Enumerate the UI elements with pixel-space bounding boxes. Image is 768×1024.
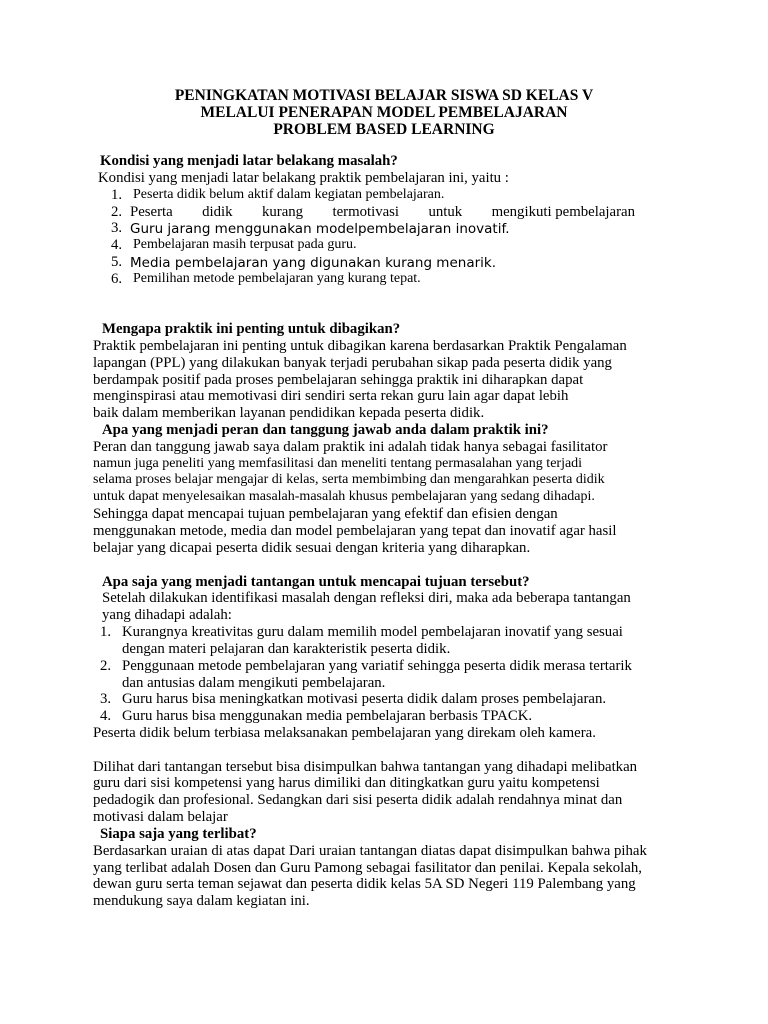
list-item: Guru jarang menggunakan modelpembelajaran inovatif. (130, 221, 510, 237)
list-item: dengan materi pelajaran dan karakteristik peserta didik. (122, 641, 451, 657)
list-item: Guru harus bisa menggunakan media pembelajaran berbasis TPACK. (122, 708, 533, 724)
section2-heading: Mengapa praktik ini penting untuk dibagikan? (102, 321, 401, 337)
paragraph-line: namun juga peneliti yang memfasilitasi dan meneliti tentang permasalahan yang terjadi (93, 456, 583, 471)
paragraph-line: lapangan (PPL) yang dilakukan banyak terjadi perubahan sikap pada peserta didik yang (93, 355, 612, 371)
paragraph-line: yang terlibat adalah Dosen dan Guru Pamong sebagai fasilitator dan penilai. Kepala sekolah, (93, 860, 642, 876)
paragraph-line: selama proses belajar mengajar di kelas, serta membimbing dan mengarahkan peserta didik (93, 472, 605, 487)
list-item: Kurangnya kreativitas guru dalam memilih model pembelajaran inovatif yang sesuai (122, 624, 623, 640)
paragraph-line: untuk dapat menyelesaikan masalah-masalah khusus pembelajaran yang sedang dihadapi. (93, 489, 595, 504)
list-number: 1. (111, 187, 123, 203)
list-number: 5. (111, 254, 123, 270)
list-number: 1. (100, 624, 112, 640)
paragraph-line: Berdasarkan uraian di atas dapat Dari uraian tantangan diatas dapat disimpulkan bahwa pihak (93, 843, 647, 859)
list-item: Pemilihan metode pembelajaran yang kurang tepat. (133, 271, 421, 286)
paragraph-line: berdampak positif pada proses pembelajaran sehingga praktik ini diharapkan dapat (93, 372, 584, 388)
list-item (130, 204, 635, 221)
paragraph-line: Peran dan tanggung jawab saya dalam praktik ini adalah tidak hanya sebagai fasilitator (93, 439, 608, 455)
section5-heading: Siapa saja yang terlibat? (100, 826, 257, 842)
list-number: 2. (111, 204, 123, 220)
paragraph-line: baik dalam memberikan layanan pendidikan kepada peserta didik. (93, 405, 485, 421)
section4-heading: Apa saja yang menjadi tantangan untuk mencapai tujuan tersebut? (102, 574, 530, 590)
paragraph-line: mendukung saya dalam kegiatan ini. (93, 893, 310, 909)
paragraph-line: dewan guru serta teman sejawat dan peserta didik kelas 5A SD Negeri 119 Palembang yang (93, 876, 636, 892)
paragraph-line: Praktik pembelajaran ini penting untuk dibagikan karena berdasarkan Praktik Pengalaman (93, 338, 627, 354)
paragraph-line: menginspirasi atau memotivasi diri sendiri serta rekan guru lain agar dapat lebih (93, 388, 569, 404)
word: untuk (428, 204, 463, 220)
title-line-3: PROBLEM BASED LEARNING (273, 121, 495, 138)
list-number: 4. (100, 708, 112, 724)
section3-heading: Apa yang menjadi peran dan tanggung jawab anda dalam praktik ini? (102, 422, 549, 438)
list-item: Penggunaan metode pembelajaran yang variatif sehingga peserta didik merasa tertarik (122, 658, 632, 674)
paragraph-line: Dilihat dari tantangan tersebut bisa disimpulkan bahwa tantangan yang dihadapi melibatkan (93, 759, 638, 775)
word: didik (202, 204, 233, 220)
list-item: Guru harus bisa meningkatkan motivasi peserta didik dalam proses pembelajaran. (122, 691, 607, 707)
paragraph-line: Setelah dilakukan identifikasi masalah dengan refleksi diri, maka ada beberapa tantangan (102, 590, 631, 606)
paragraph-line: Peserta didik belum terbiasa melaksanakan pembelajaran yang direkam oleh kamera. (93, 725, 596, 741)
word: Peserta (130, 204, 173, 220)
word: termotivasi (332, 204, 400, 220)
list-item: Media pembelajaran yang digunakan kurang menarik. (130, 255, 497, 271)
paragraph-line: belajar yang dicapai peserta didik sesuai dengan kriteria yang diharapkan. (93, 540, 531, 556)
list-item: Peserta didik belum aktif dalam kegiatan pembelajaran. (133, 187, 445, 202)
list-item: dan antusias dalam mengikuti pembelajaran. (122, 675, 386, 691)
word: kurang (261, 204, 304, 220)
list-number: 2. (100, 658, 112, 674)
title-line-2: MELALUI PENERAPAN MODEL PEMBELAJARAN (200, 104, 568, 121)
paragraph-line: yang dihadapi adalah: (102, 607, 232, 623)
paragraph-line: motivasi dalam belajar (93, 809, 228, 825)
paragraph-line: pedadogik dan profesional. Sedangkan dari sisi peserta didik adalah rendahnya minat dan (93, 792, 623, 808)
list-number: 6. (111, 271, 123, 287)
list-number: 3. (100, 691, 112, 707)
paragraph-line: Sehingga dapat mencapai tujuan pembelajaran yang efektif dan efisien dengan (93, 506, 558, 522)
list-number: 4. (111, 237, 123, 253)
word: mengikuti pembelajaran (491, 204, 635, 220)
list-number: 3. (111, 220, 123, 236)
paragraph-line: menggunakan metode, media dan model pembelajaran yang tepat dan inovatif agar hasil (93, 523, 617, 539)
paragraph-line: guru dari sisi kompetensi yang harus dimiliki dan ditingkatkan guru yaitu kompetensi (93, 775, 600, 791)
section1-intro: Kondisi yang menjadi latar belakang praktik pembelajaran ini, yaitu : (98, 170, 509, 186)
section1-heading: Kondisi yang menjadi latar belakang masalah? (100, 153, 398, 169)
title-line-1: PENINGKATAN MOTIVASI BELAJAR SISWA SD KELAS V (174, 87, 594, 104)
list-item: Pembelajaran masih terpusat pada guru. (133, 237, 357, 252)
